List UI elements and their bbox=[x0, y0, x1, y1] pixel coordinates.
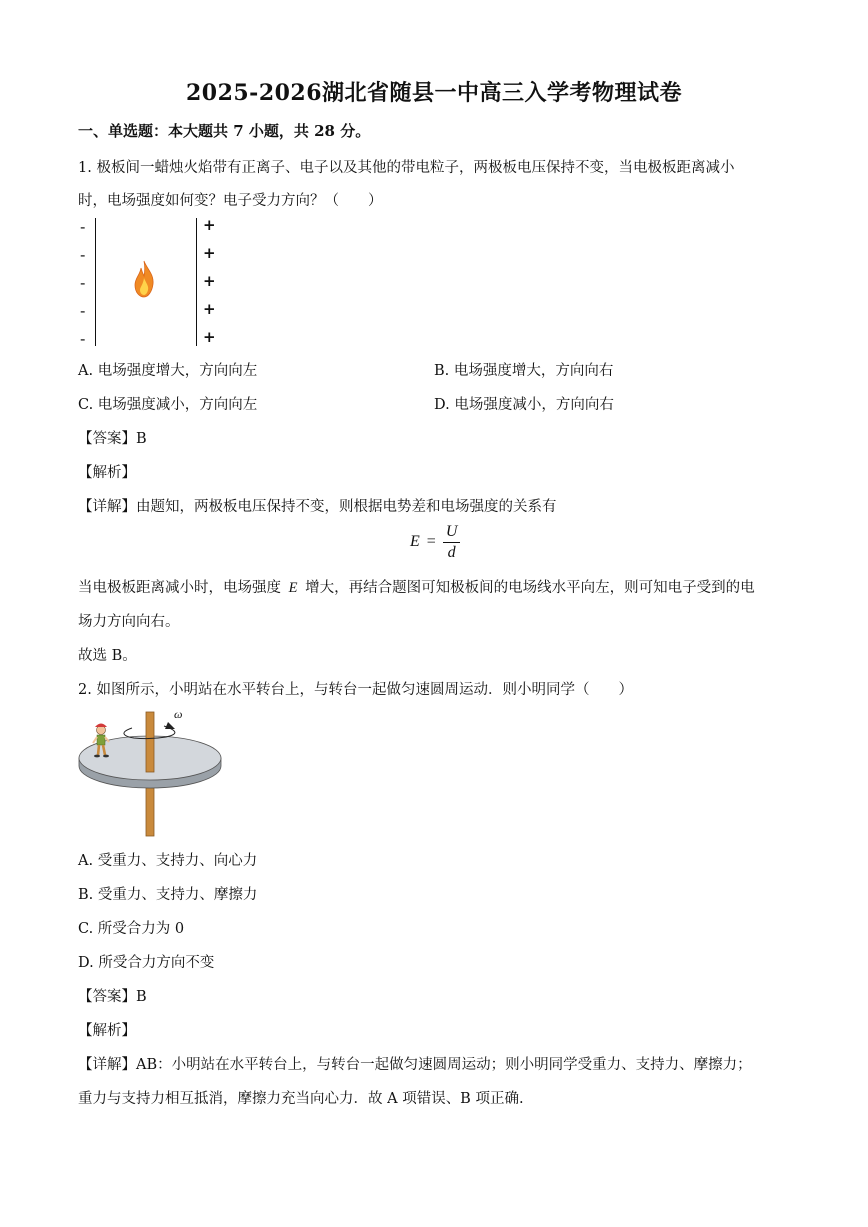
q1-detail-line1: 【详解】由题知，两极板电压保持不变，则根据电势差和电场强度的关系有 bbox=[78, 499, 557, 515]
formula-lhs: E bbox=[410, 533, 420, 551]
formula-numerator: U bbox=[443, 522, 461, 543]
rod-lower bbox=[146, 788, 154, 836]
q1-option-b: B. 电场强度增大，方向向右 bbox=[434, 363, 614, 379]
q2-option-b: B. 受重力、支持力、摩擦力 bbox=[78, 887, 258, 903]
formula-denominator: d bbox=[447, 544, 456, 561]
q2-answer: 【答案】B bbox=[78, 989, 147, 1005]
q2-option-d: D. 所受合力方向不变 bbox=[78, 955, 215, 971]
positive-charge: + bbox=[203, 272, 216, 290]
formula-equals: = bbox=[426, 533, 436, 551]
rod-upper bbox=[146, 712, 154, 772]
q1-answer: 【答案】B bbox=[78, 431, 147, 447]
q2-option-c: C. 所受合力为 0 bbox=[78, 921, 185, 937]
q1-detail-line2 bbox=[78, 576, 755, 597]
negative-charge: - bbox=[80, 246, 86, 264]
positive-charge: + bbox=[203, 300, 216, 318]
q1-option-c: C. 电场强度减小，方向向左 bbox=[78, 397, 258, 413]
negative-charge: - bbox=[80, 274, 86, 292]
q1-conclusion: 故选 B。 bbox=[78, 648, 137, 664]
q2-analysis-heading: 【解析】 bbox=[78, 1023, 136, 1039]
q1-detail-line3: 场力方向向右。 bbox=[78, 614, 180, 630]
q1-stem-line1: 1. 极板间一蜡烛火焰带有正离子、电子以及其他的带电粒子，两极板电压保持不变，当电极板距离减小 bbox=[78, 160, 735, 176]
right-plate bbox=[196, 218, 197, 346]
q2-detail-line1: 【详解】AB：小明站在水平转台上，与转台一起做匀速圆周运动；则小明同学受重力、支持力、摩擦力； bbox=[78, 1057, 752, 1073]
left-plate bbox=[95, 218, 96, 346]
q1-option-a: A. 电场强度增大，方向向左 bbox=[78, 363, 258, 379]
page-title: 2025-2026湖北省随县一中高三入学考物理试卷 bbox=[185, 80, 683, 106]
positive-charge: + bbox=[203, 328, 216, 346]
positive-charge: + bbox=[203, 244, 216, 262]
negative-charge: - bbox=[80, 330, 86, 348]
q2-stem: 2. 如图所示，小明站在水平转台上，与转台一起做匀速圆周运动．则小明同学（ ） bbox=[78, 682, 633, 698]
omega-label: ω bbox=[174, 707, 183, 721]
q1-detail-line2-start: 当电极板距离减小时，电场强度 bbox=[78, 580, 281, 596]
arrow-head-icon bbox=[165, 722, 175, 729]
positive-charge: + bbox=[203, 216, 216, 234]
q2-detail-line2: 重力与支持力相互抵消，摩擦力充当向心力．故 A 项错误、B 项正确. bbox=[78, 1091, 524, 1107]
negative-charge: - bbox=[80, 218, 86, 236]
candle-flame-icon bbox=[133, 260, 155, 298]
q1-detail-line2-rest: 增大，再结合题图可知极板间的电场线水平向左，则可知电子受到的电 bbox=[305, 580, 755, 596]
q1-stem-line2: 时，电场强度如何变？电子受力方向？（ ） bbox=[78, 193, 383, 209]
q1-option-d: D. 电场强度减小，方向向右 bbox=[434, 397, 614, 413]
q1-detail-variable: E bbox=[288, 580, 298, 596]
formula-fraction bbox=[443, 522, 461, 563]
q2-turntable-figure bbox=[76, 706, 226, 838]
q1-analysis-heading: 【解析】 bbox=[78, 465, 136, 481]
section-heading: 一、单选题：本大题共 7 小题，共 28 分。 bbox=[78, 122, 371, 140]
q2-option-a: A. 受重力、支持力、向心力 bbox=[78, 853, 258, 869]
q1-formula bbox=[410, 522, 460, 563]
negative-charge: - bbox=[80, 302, 86, 320]
